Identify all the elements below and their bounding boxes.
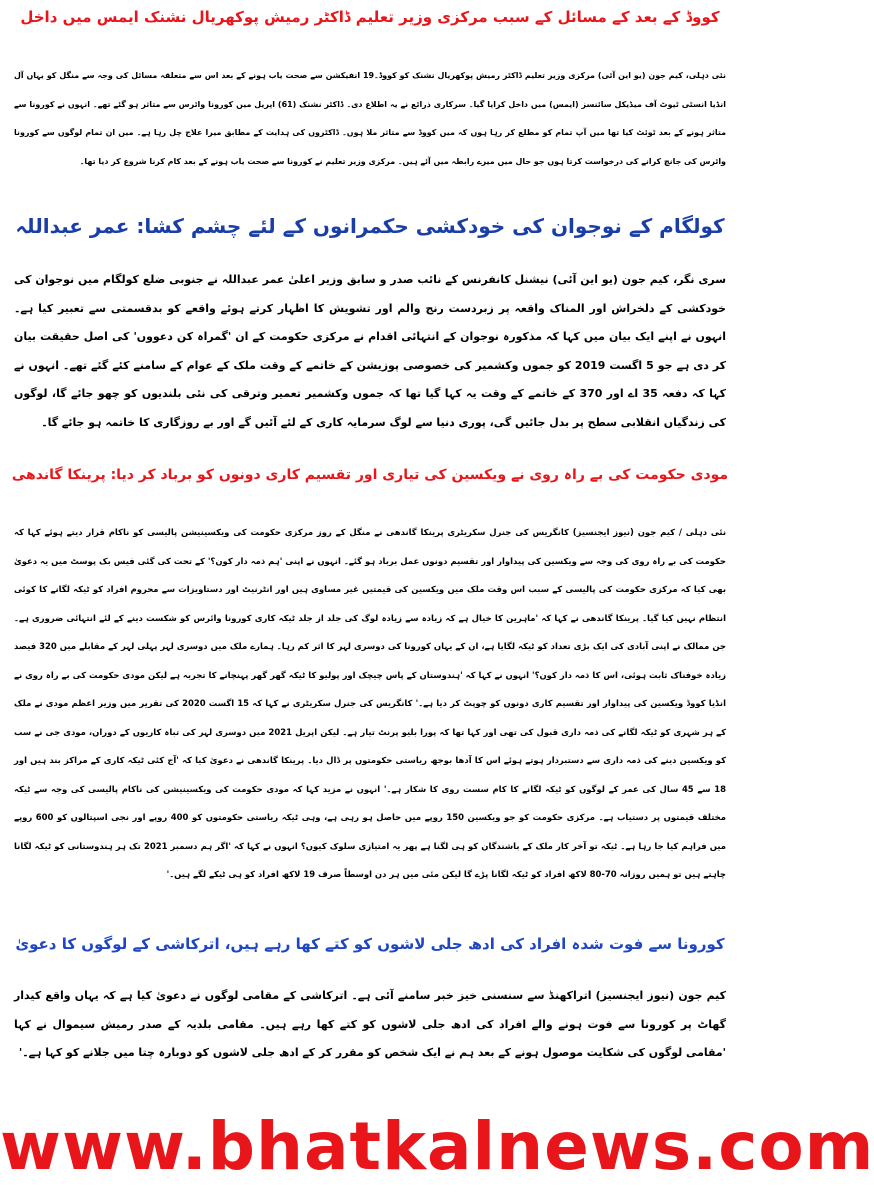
article-3-body: نئی دہلی / کیم جون (نیوز ایجنسیز) کانگریس کی جنرل سکریٹری پرینکا گاندھی نے منگل کے روز مرکزی حکومت کی ویکسینیشن پالیسی کو ناکام قرار دیتے ہوئے کہا کہ حکومت کی بے راہ روی کی وجہ سے ویکسین کی پیداوار اور تقسیم دونوں عمل برباد ہو گئے۔ انہوں نے اپنی 'ہم ذمہ دار کون؟' کے تحت کی گئی فیس بک پوسٹ میں یہ دعویٰ بھی کیا کہ مرکزی حکومت کی پالیسی کے سبب اس وقت ملک میں ویکسین کی قیمتیں غیر مساوی ہیں اور انٹرنیٹ اور دستاویزات سے محروم افراد کو ٹیکہ لگانے کا کوئی انتظام نہیں کیا گیا۔ پرینکا گاندھی نے کہا کہ 'ماہرین کا خیال ہے کہ زیادہ سے زیادہ لوگ کی جلد از جلد ٹیکہ کاری کورونا وائرس کو شکست دینے کے لئے انتہائی ضروری ہے۔ جن ممالک نے اپنی آبادی کی ایک بڑی تعداد کو ٹیکہ لگایا ہے، ان کے یہاں کورونا کی دوسری لہر کا اثر کم رہا۔ ہمارے ملک میں دوسری لہر پہلی لہر کے مقابلے میں 320 فیصد زیادہ خوفناک ثابت ہوئی، اس کا ذمہ دار کون؟' انہوں نے کہا کہ 'ہندوستان کے پاس چیچک اور پولیو کا ٹیکہ گھر گھر پہنچانے کا تجربہ ہے لیکن مودی حکومت کی بے راہ روی نے انڈیا کووڈ ویکسین کی پیداوار اور تقسیم کاری دونوں کو چوپٹ کر دیا ہے۔' کانگریس کی جنرل سکریٹری نے کہا کہ 15 اگست 2020 کی تقریر میں وزیر اعظم مودی نے ملک کے ہر شہری کو ٹیکہ لگانے کی ذمہ داری قبول کی تھی اور کہا تھا کہ پورا بلیو پرنٹ تیار ہے۔ لیکن اپریل 2021 میں دوسری لہر کی تباہ کاریوں کے دوران، مودی جی نے سب کو ویکسین دینے کی ذمہ داری سے دستبردار ہوتے ہوئے اس کا آدھا بوجھ ریاستی حکومتوں پر ڈال دیا۔ پرینکا گاندھی نے دعویٰ کیا کہ 'آج کئی ٹیکہ کاری کے مراکز بند ہیں اور 18 سے 45 سال کی عمر کے لوگوں کو ٹیکہ لگانے کا کام سست روی کا شکار ہے۔' انہوں نے مزید کہا کہ مودی حکومت کی ویکسینیشن کی ناکام پالیسی کی وجہ سے ٹیکہ مختلف قیمتوں پر دستیاب ہے۔ مرکزی حکومت کو جو ویکسین 150 روپے میں حاصل ہو رہی ہے، وہی ٹیکہ ریاستی حکومتوں کو 400 روپے اور نجی اسپتالوں کو 600 روپے میں فراہم کیا جا رہا ہے۔ ٹیکہ تو آخر کار ملک کے باشندگان کو ہی لگنا ہے پھر یہ امتیازی سلوک کیوں؟ انہوں نے کہا کہ 'اگر ہم دسمبر 2021 تک ہر ہندوستانی کو ٹیکہ لگانا چاہتے ہیں تو ہمیں روزانہ 70-80 لاکھ افراد کو ٹیکہ لگانا پڑے گا لیکن مئی میں ہر دن اوسطاً صرف 19 لاکھ افراد کو ہی ٹیکے لگے ہیں۔' [14, 527, 726, 879]
article-2-body: سری نگر، کیم جون (یو این آئی) نیشنل کانفرنس کے نائب صدر و سابق وزیر اعلیٰ عمر عبداللہ نے جنوبی ضلع کولگام میں نوجوان کی خودکشی کے دلخراش اور المناک واقعہ پر زبردست رنج والم اور تشویش کا اظہار کرتے ہوئے واقعے کو بدقسمتی سے تعبیر کیا ہے۔ انہوں نے اپنے ایک بیان میں کہا کہ مذکورہ نوجوان کے انتہائی اقدام نے مرکزی حکومت کے ان 'گمراہ کن دعووں' کی اصل حقیقت بیان کر دی ہے جو 5 اگست 2019 کو جموں وکشمیر کی خصوصی پوزیشن کے خاتمے کے وقت ملک کے عوام کے سامنے کئے گئے تھے۔ انہوں نے کہا کہ دفعہ 35 اے اور 370 کے خاتمے کے وقت یہ کہا گیا تھا کہ جموں وکشمیر تعمیر وترقی کی نئی بلندیوں کو چھو جائے گا، لوگوں کی زندگیاں انقلابی سطح پر بدل جائیں گی، پوری دنیا سے لوگ سرمایہ کاری کے لئے آئیں گے اور بے روزگاری کا خاتمہ ہو جائے گا۔ [14, 273, 727, 429]
article-1-headline: کووڈ کے بعد کے مسائل کے سبب مرکزی وزیر تعلیم ڈاکٹر رمیش پوکھریال نشنک ایمس میں داخل [20, 8, 720, 26]
article-2-headline: کولگام کے نوجوان کی خودکشی حکمرانوں کے لئے چشم کشا: عمر عبداللہ [15, 214, 725, 238]
article-4-headline: کورونا سے فوت شدہ افراد کی ادھ جلی لاشوں کو کتے کھا رہے ہیں، اترکاشی کے لوگوں کا دعویٰ [15, 935, 725, 953]
site-watermark: www.bhatkalnews.com [0, 1108, 874, 1185]
article-1-body: نئی دہلی، کیم جون (یو این آئی) مرکزی وزیر تعلیم ڈاکٹر رمیش پوکھریال نشنک کو کووڈ۔19 انفیکشن سے صحت یاب ہونے کے بعد اس سے متعلقہ مسائل کی وجہ سے منگل کو یہاں آل انڈیا انسٹی ٹیوٹ آف میڈیکل سائنسز (ایمس) میں داخل کرایا گیا۔ سرکاری ذرائع نے یہ اطلاع دی۔ ڈاکٹر نشنک (61) اپریل میں کورونا وائرس سے متاثر ہو گئے تھے۔ انہوں نے کورونا سے متاثر ہونے کے بعد ٹوئٹ کیا تھا میں آپ تمام کو مطلع کر رہا ہوں کہ میں کووڈ سے متاثر ملا ہوں۔ ڈاکٹروں کی ہدایت کے مطابق میرا علاج چل رہا ہے۔ میں ان تمام لوگوں سے کورونا وائرس کی جانچ کرانے کی درخواست کرتا ہوں جو حال میں میرے رابطہ میں آئے ہیں۔ مرکزی وزیر تعلیم نے کورونا سے صحت یاب ہونے کے بعد کام کرنا شروع کر دیا تھا۔ [14, 71, 726, 166]
article-3-headline: مودی حکومت کی بے راہ روی نے ویکسین کی تیاری اور تقسیم کاری دونوں کو برباد کر دیا: پرینکا گاندھی [11, 467, 729, 483]
article-4-body: کیم جون (نیوز ایجنسیز) اتراکھنڈ سے سنسنی خیز خبر سامنے آئی ہے۔ اترکاشی کے مقامی لوگوں نے دعویٰ کیا ہے کہ یہاں واقع کیدار گھاٹ پر کورونا سے فوت ہونے والے افراد کی ادھ جلی لاشوں کو کتے کھا رہے ہیں۔ مقامی بلدیہ کے صدر رمیش سیموال نے کہا 'مقامی لوگوں کی شکایت موصول ہونے کے بعد ہم نے ایک شخص کو مقرر کر کے ادھ جلی لاشوں کو دوبارہ چتا میں جلانے کو کہا ہے۔' [14, 989, 726, 1059]
